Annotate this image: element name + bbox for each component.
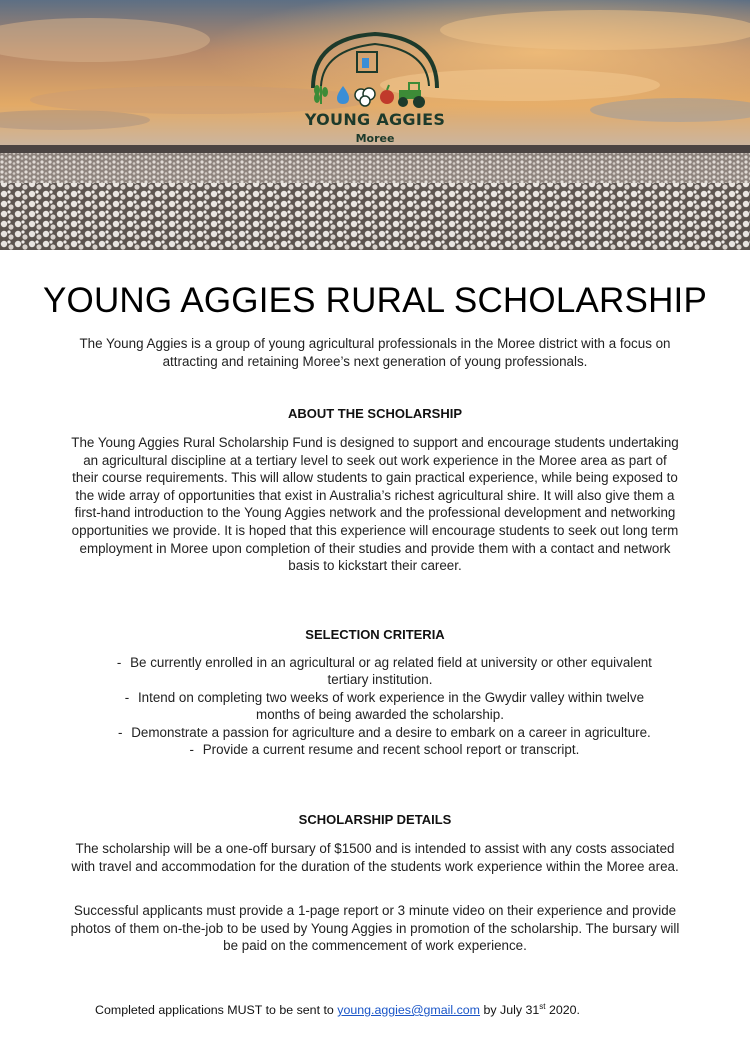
logo-title: YOUNG AGGIES xyxy=(304,110,446,129)
footer-deadline: by July 31 xyxy=(483,1003,540,1018)
details-paragraph-1: The scholarship will be a one-off bursary of $1500 and is intended to assist with any costs associated with travel and accommodation for the duration of the students work experience within the Moree area. xyxy=(71,841,679,874)
submission-note xyxy=(0,1002,675,1017)
young-aggies-logo xyxy=(295,28,455,156)
footer-prefix: Completed applications MUST to be sent to xyxy=(95,1003,334,1018)
criteria-item: - Demonstrate a passion for agriculture and a desire to embark on a career in agriculture. xyxy=(118,724,651,740)
footer-year: 2020. xyxy=(548,1003,580,1018)
details-paragraph-2: Successful applicants must provide a 1-page report or 3 minute video on their experience and provide photos of them on-the-job to be used by Young Aggies in promotion of the scholarship. The bursary will be paid on the commencement of work experience. xyxy=(70,903,680,954)
logo-subtitle: Moree xyxy=(355,132,395,145)
criteria-item: - Be currently enrolled in an agricultural or ag related field at university or other equivalent tertiary institution. xyxy=(116,655,652,688)
details-heading: SCHOLARSHIP DETAILS xyxy=(298,812,452,827)
hero-banner xyxy=(0,0,750,250)
criteria-heading: SELECTION CRITERIA xyxy=(305,627,445,642)
about-paragraph: The Young Aggies Rural Scholarship Fund is designed to support and encourage students undertaking an agricultural discipline at a tertiary level to seek out work experience in the Moree area as part of their course requirements. This will allow students to gain practical experience, while being exposed to the wide array of opportunities that exist in Australia’s richest agricultural shire. It will also give them a first-hand introduction to the Young Aggies network and the professional development and networking opportunities we provide. It is hoped that this experience will encourage students to seek out long term employment in Moree upon completion of their studies and provide them with a contact and network basis to kickstart their career. xyxy=(71,435,679,574)
criteria-item-text: Demonstrate a passion for agriculture and a desire to embark on a career in agriculture. xyxy=(131,724,651,740)
footer-ordinal: st xyxy=(539,1002,546,1011)
criteria-item-text: Intend on completing two weeks of work experience in the Gwydir valley within twelve months of being awarded the scholarship. xyxy=(137,689,645,723)
about-heading: ABOUT THE SCHOLARSHIP xyxy=(287,406,463,421)
criteria-item: - Provide a current resume and recent school report or transcript. xyxy=(189,742,580,758)
logo-emblem-icon xyxy=(295,28,455,110)
criteria-list xyxy=(95,654,665,758)
page-title: YOUNG AGGIES RURAL SCHOLARSHIP xyxy=(42,281,708,320)
criteria-item-text: Be currently enrolled in an agricultural or ag related field at university or other equivalent tertiary institution. xyxy=(130,655,652,688)
email-link[interactable]: young.aggies@gmail.com xyxy=(337,1003,481,1018)
criteria-item: - Intend on completing two weeks of work experience in the Gwydir valley within twelve months of being awarded the scholarship. xyxy=(124,689,645,723)
intro-paragraph: The Young Aggies is a group of young agricultural professionals in the Moree district with a focus on attracting and retaining Moree’s next generation of young professionals. xyxy=(79,336,671,369)
criteria-item-text: Provide a current resume and recent school report or transcript. xyxy=(202,742,580,758)
